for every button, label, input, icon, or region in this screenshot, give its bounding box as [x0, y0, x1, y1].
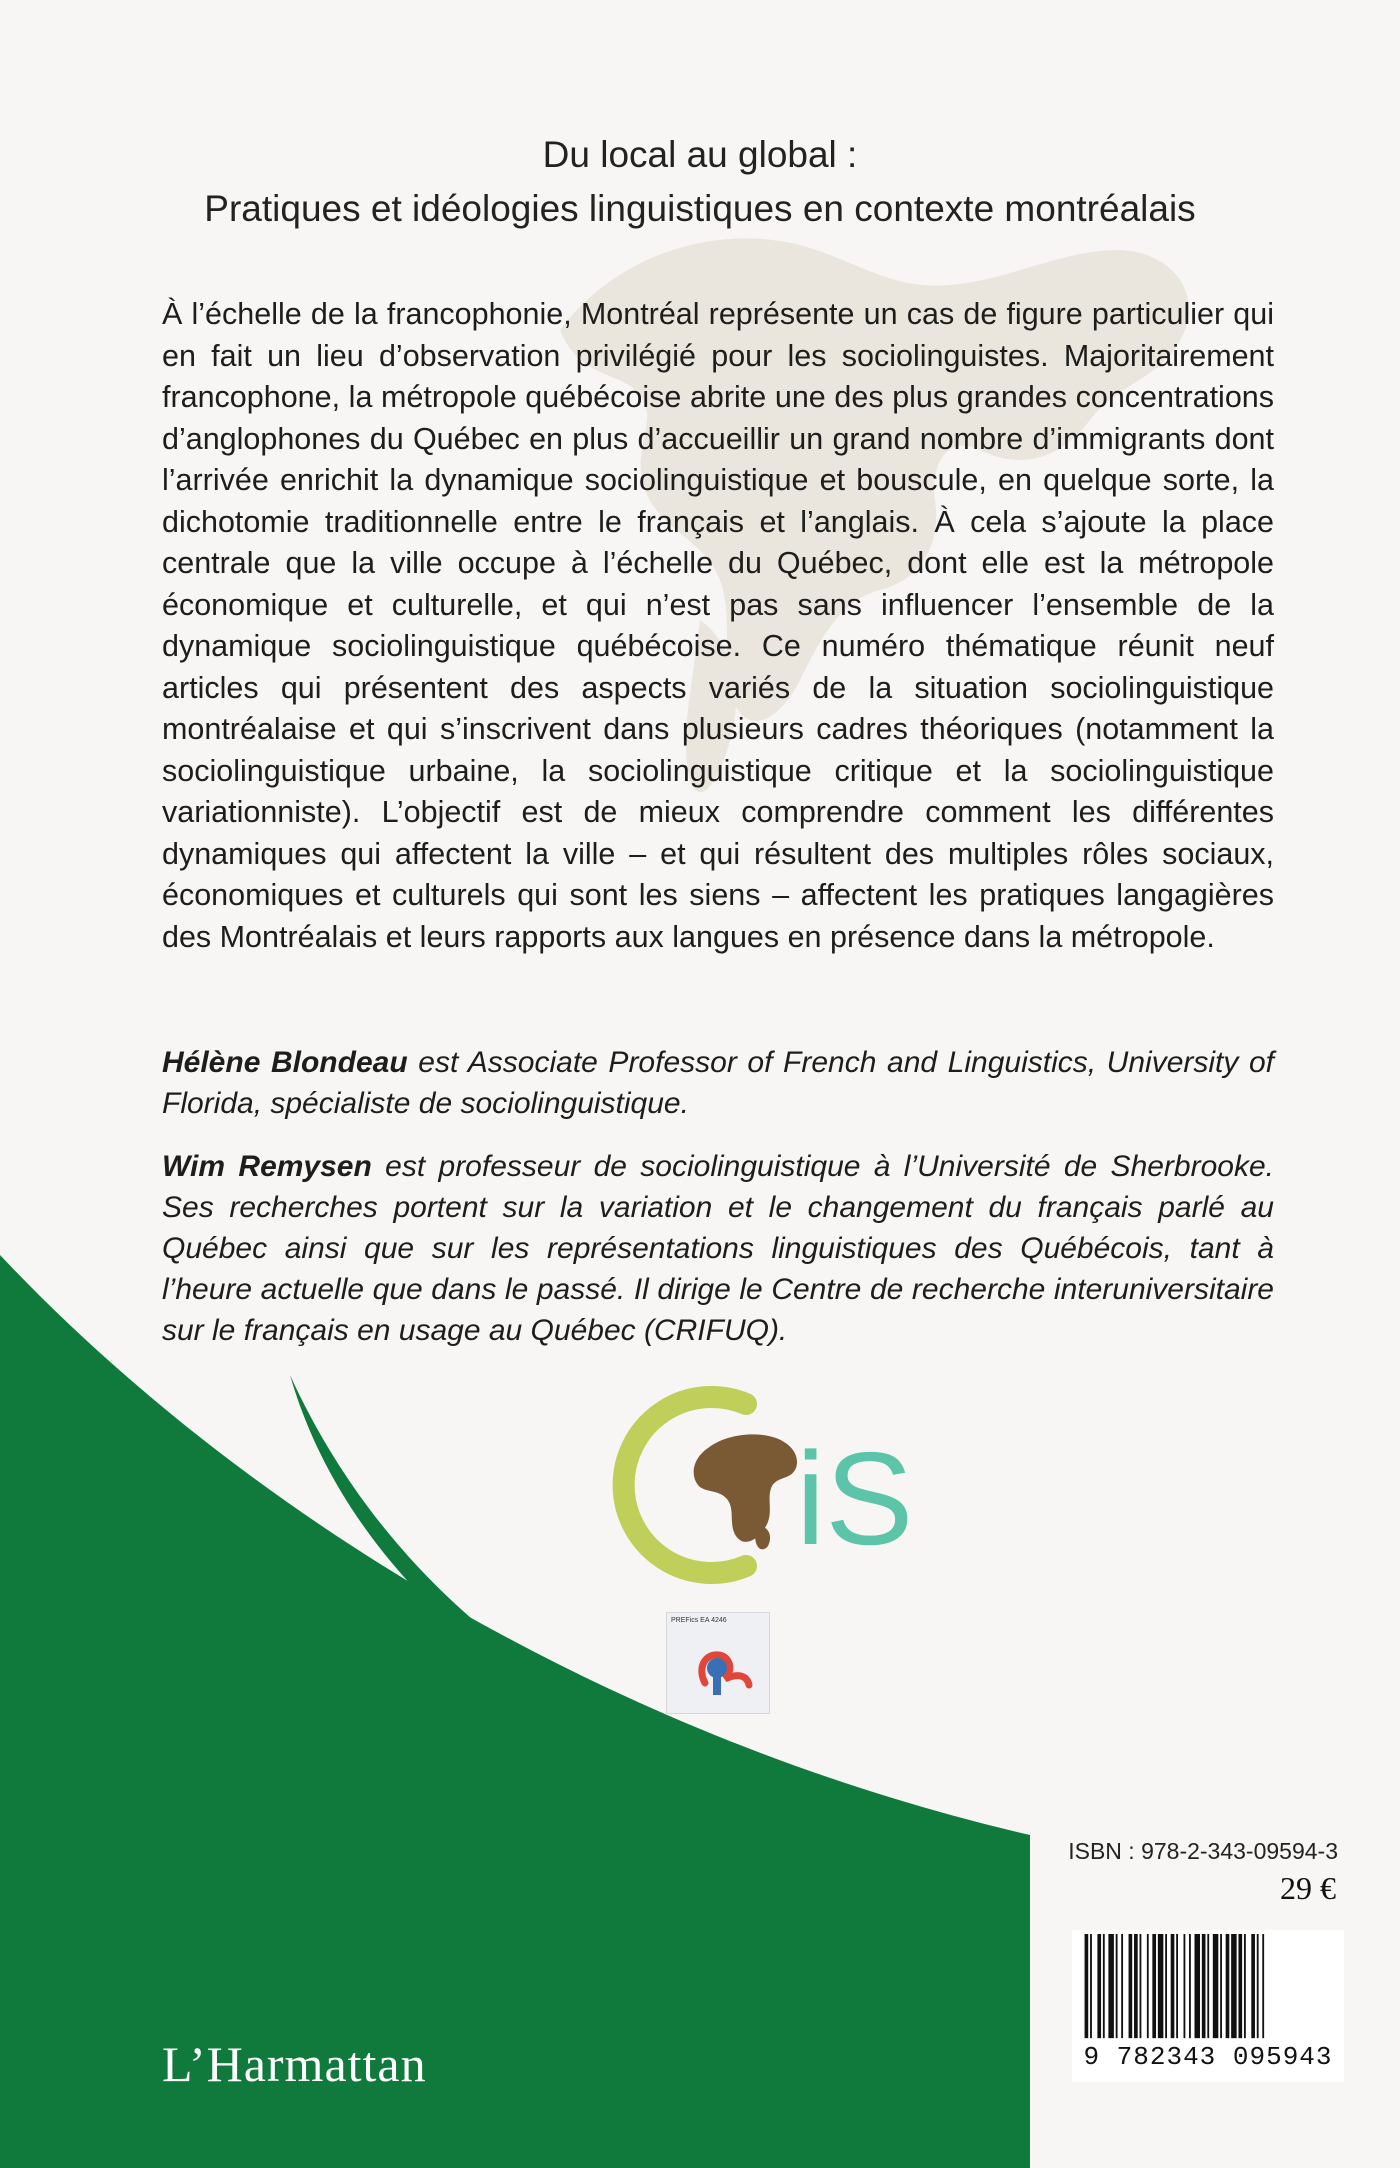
isbn: ISBN : 978-2-343-09594-3 [1068, 1838, 1338, 1864]
title-line-1: Du local au global : [542, 134, 858, 175]
barcode-bar [1158, 1934, 1163, 2038]
barcode-bar [1121, 1934, 1123, 2038]
barcode-bar [1129, 1934, 1133, 2038]
barcode-bar [1171, 1934, 1175, 2038]
barcode-bar [1262, 1934, 1264, 2038]
barcode-bar [1251, 1934, 1255, 2038]
author-name-1: Hélène Blondeau [162, 1046, 408, 1079]
author-name-2: Wim Remysen [162, 1150, 372, 1183]
barcode-bar [1097, 1934, 1101, 2038]
barcode-bar [1195, 1934, 1200, 2038]
prefics-logo [666, 1612, 770, 1714]
summary-paragraph: À l’échelle de la francophonie, Montréal représente un cas de figure particulier qui en fait un lieu d’observation privilégié pour les sociolinguistes. Majoritairement francophone, la métropole québécoise abrite une des plus grandes concentrations d’anglophones du Québec en plus d’accueillir un grand nombre d’immigrants dont l’arrivée enrichit la dynamique sociolinguistique et bouscule, en quelque sorte, la dichotomie traditionnelle entre le français et l’anglais. À cela s’ajoute la place centrale que la ville occupe à l’échelle du Québec, dont elle est la métropole économique et culturelle, et qui n’est pas sans influencer l’ensemble de la dynamique sociolinguistique québécoise. Ce numéro thématique réunit neuf articles qui présentent des aspects variés de la situation sociolinguistique montréalaise et qui s’inscrivent dans plusieurs cadres théoriques (notamment la sociolinguistique urbaine, la sociolinguistique critique et la sociolinguistique variationniste). L’objectif est de mieux comprendre comment les différentes dynamiques qui affectent la ville – et qui résultent des multiples rôles sociaux, économiques et culturels qui sont les siens – affectent les pratiques langagières des Montréalais et leurs rapports aux langues en présence dans la métropole. [162, 297, 1274, 954]
publisher-logo: L’Harmattan [162, 2036, 427, 2092]
barcode-bar [1090, 1934, 1092, 2038]
barcode-bar [1085, 1934, 1089, 2038]
barcode-bar [1103, 1934, 1105, 2038]
barcode-bar [1220, 1934, 1222, 2038]
barcode-bar [1257, 1934, 1259, 2038]
barcode-bar [1184, 1934, 1186, 2038]
barcode-bar [1140, 1934, 1142, 2038]
logo-letters: iS [796, 1425, 914, 1572]
barcode-bar [1231, 1934, 1236, 2038]
barcode-bar [1176, 1934, 1178, 2038]
barcode-bar [1108, 1934, 1113, 2038]
prefics-label: PREFics EA 4246 [671, 1617, 727, 1624]
barcode-bar [1147, 1934, 1149, 2038]
barcode-bar [1244, 1934, 1246, 2038]
barcode-bar [1213, 1934, 1218, 2038]
barcode-bars [1072, 1934, 1344, 2042]
title-line-2: Pratiques et idéologies linguistiques en contexte montréalais [204, 188, 1196, 229]
barcode-bar [1238, 1934, 1242, 2038]
barcode [1072, 1930, 1344, 2082]
author-bio-text-1: est Associate Professor of French and Linguistics, University of Florida, spécialiste de sociolinguistique. [162, 1046, 1274, 1120]
barcode-bar [1152, 1934, 1156, 2038]
barcode-bar [1226, 1934, 1230, 2038]
barcode-number: 9 782343 095943 [1083, 2042, 1333, 2072]
barcode-bar [1189, 1934, 1191, 2038]
prefics-icon [667, 1613, 769, 1713]
cis-logo [596, 1376, 926, 1588]
globe-icon [688, 1428, 804, 1549]
author-bio-text-2: est professeur de sociolinguistique à l’Université de Sherbrooke. Ses recherches portent sur la variation et le changement du français parlé au Québec ainsi que sur les représentations linguistiques des Québécois, tant à l’heure actuelle que dans le passé. Il dirige le Centre de recherche interuniversitaire sur le français en usage au Québec (CRIFUQ). [162, 1150, 1274, 1347]
author-bio-1 [162, 1042, 1274, 1124]
barcode-bar [1202, 1934, 1206, 2038]
author-bio-2 [162, 1146, 1274, 1351]
price: 29 € [1280, 1870, 1336, 1906]
barcode-bar [1207, 1934, 1209, 2038]
barcode-bar [1165, 1934, 1167, 2038]
barcode-bar [1116, 1934, 1118, 2038]
barcode-bar [1134, 1934, 1138, 2038]
book-title [0, 128, 1400, 236]
